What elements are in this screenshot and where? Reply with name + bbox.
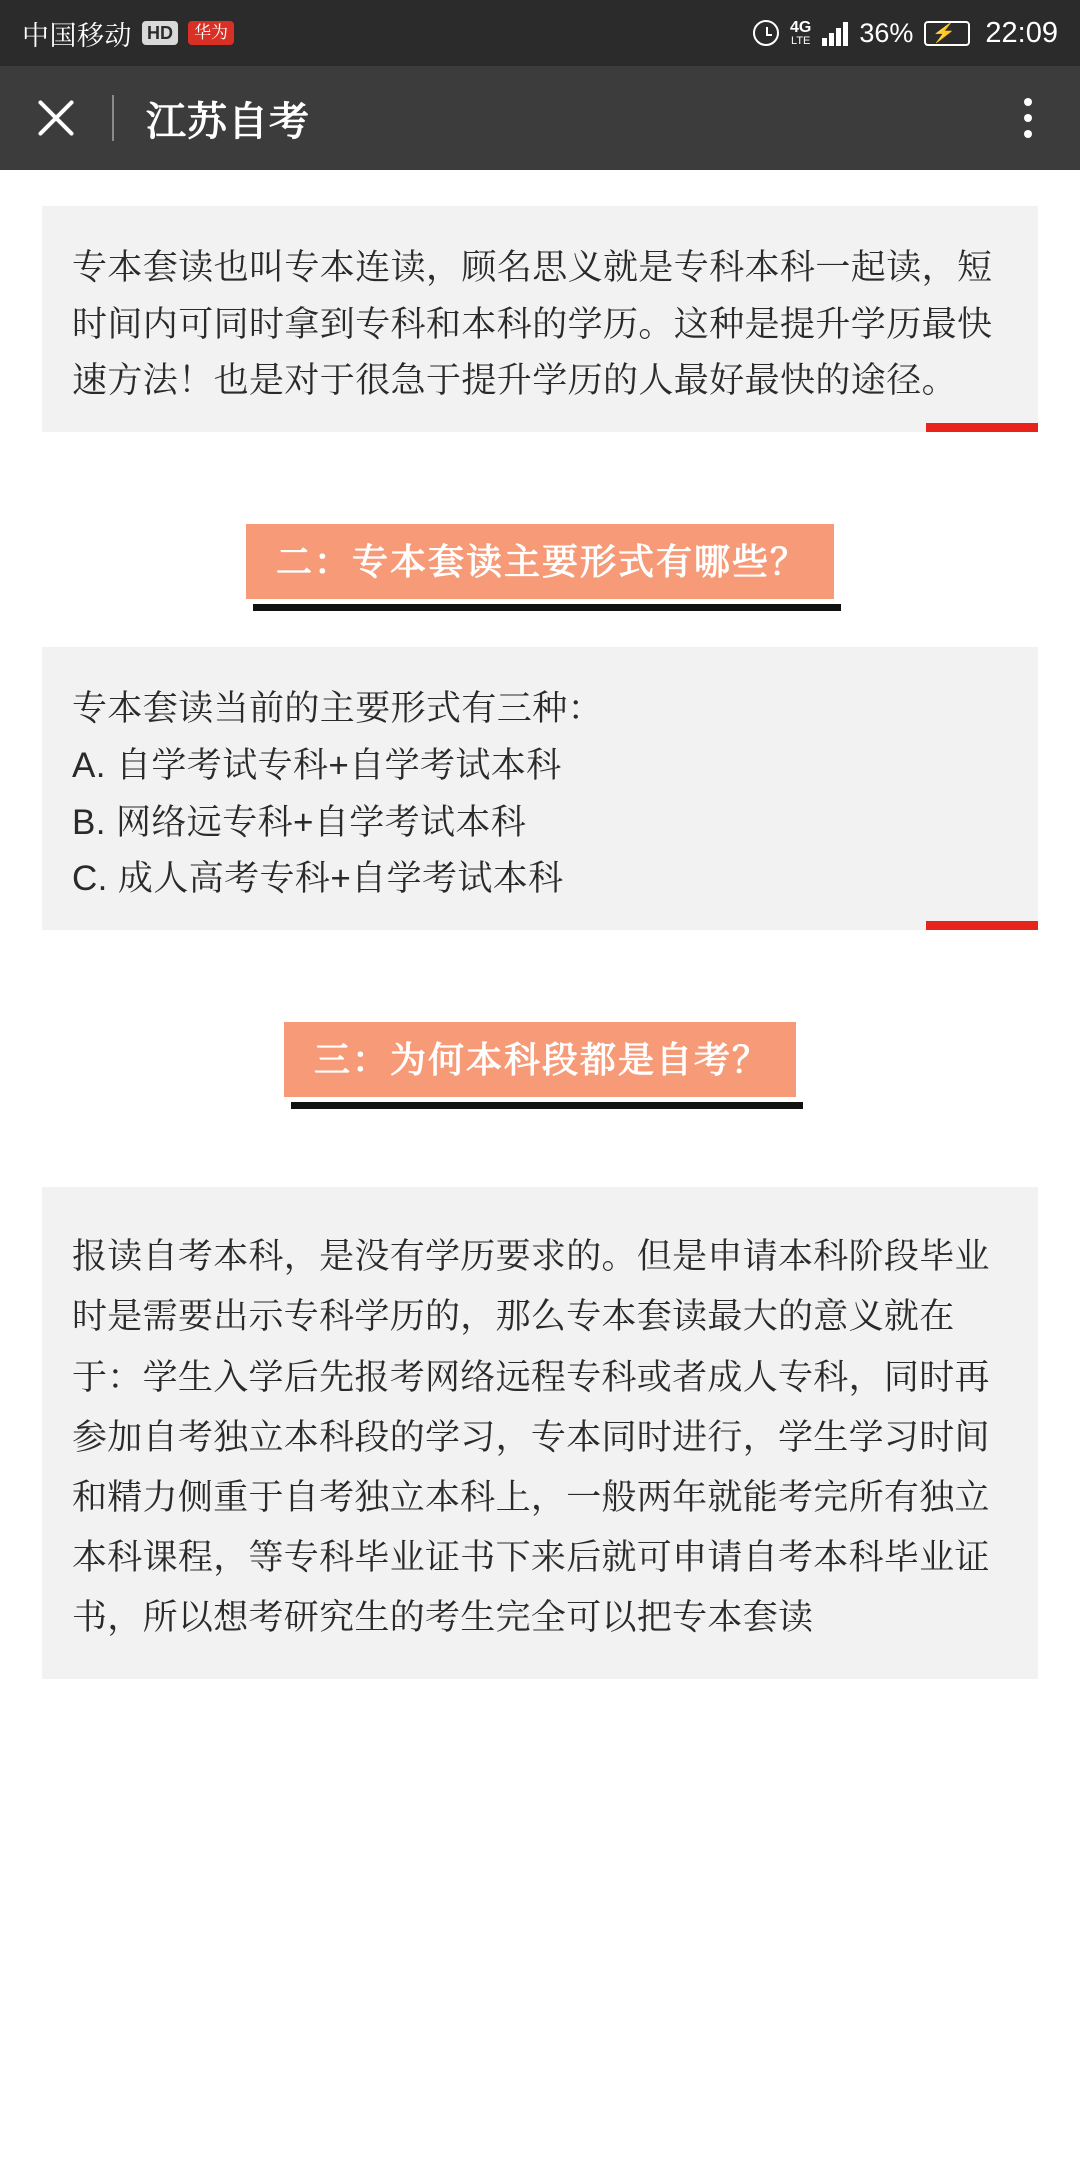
paragraph-1-text: 专本套读也叫专本连读，顾名思义就是专科本科一起读，短时间内可同时拿到专科和本科的学历。这种是提升学历最快速方法！也是对于很急于提升学历的人最好最快的途径。 xyxy=(72,248,993,401)
battery-percent-label: 36% xyxy=(859,17,914,48)
carrier-label: 中国移动 xyxy=(22,20,132,51)
network-type-top-label: 4G xyxy=(790,18,812,36)
status-bar-left xyxy=(22,14,234,53)
paragraph-block-1 xyxy=(42,206,1038,432)
spacer-before-section-2 xyxy=(0,611,1080,647)
list-item: B. 网络远专科+自学考试本科 xyxy=(72,802,527,842)
paragraph-block-2 xyxy=(42,647,1038,930)
red-underline-accent-2 xyxy=(926,921,1038,930)
section-heading-3-label: 三：为何本科段都是自考？ xyxy=(284,1022,796,1097)
status-bar xyxy=(0,0,1080,66)
section-heading-3 xyxy=(0,1022,1080,1109)
more-options-icon[interactable] xyxy=(1006,90,1050,146)
hd-badge: HD xyxy=(142,21,178,46)
network-type-bottom-label: LTE xyxy=(791,34,811,47)
section-heading-2-inner xyxy=(246,524,834,611)
status-bar-right xyxy=(753,17,1058,50)
section-heading-2 xyxy=(0,524,1080,611)
signal-bars-icon xyxy=(822,20,848,46)
brand-badge: 华为 xyxy=(188,21,234,45)
section-2-intro-text: 专本套读当前的主要形式有三种： xyxy=(72,689,604,729)
article-content xyxy=(0,170,1080,1679)
section-heading-3-inner xyxy=(284,1022,796,1109)
battery-charging-icon: ⚡ xyxy=(924,21,970,46)
app-bar xyxy=(0,66,1080,170)
paragraph-block-3 xyxy=(42,1187,1038,1678)
network-type-indicator xyxy=(790,20,811,47)
section-heading-2-label: 二：专本套读主要形式有哪些？ xyxy=(246,524,834,599)
spacer-after-section-2 xyxy=(0,930,1080,1022)
section-heading-3-rule xyxy=(291,1102,803,1109)
spacer-before-paragraph-3 xyxy=(0,1109,1080,1187)
section-heading-2-rule xyxy=(253,604,841,611)
list-item: A. 自学考试专科+自学考试本科 xyxy=(72,745,562,785)
red-underline-accent-1 xyxy=(926,423,1038,432)
alarm-icon xyxy=(753,20,779,46)
close-icon[interactable] xyxy=(30,92,82,144)
list-item: C. 成人高考专科+自学考试本科 xyxy=(72,859,564,899)
page-title: 江苏自考 xyxy=(146,99,310,144)
app-bar-divider xyxy=(112,95,114,141)
paragraph-3-text: 报读自考本科，是没有学历要求的。但是申请本科阶段毕业时是需要出示专科学历的，那么专本套读最大的意义就在于：学生入学后先报考网络远程专科或者成人专科，同时再参加自考独立本科段的学习，专本同时进行，学生学习时间和精力侧重于自考独立本科上，一般两年就能考完所有独立本科课程，等专科毕业证书下来后就可申请自考本科毕业证书，所以想考研究生的考生完全可以把专本套读 xyxy=(72,1237,990,1638)
clock-label: 22:09 xyxy=(985,16,1058,49)
spacer-top xyxy=(0,170,1080,206)
spacer-after-paragraph-1 xyxy=(0,432,1080,524)
